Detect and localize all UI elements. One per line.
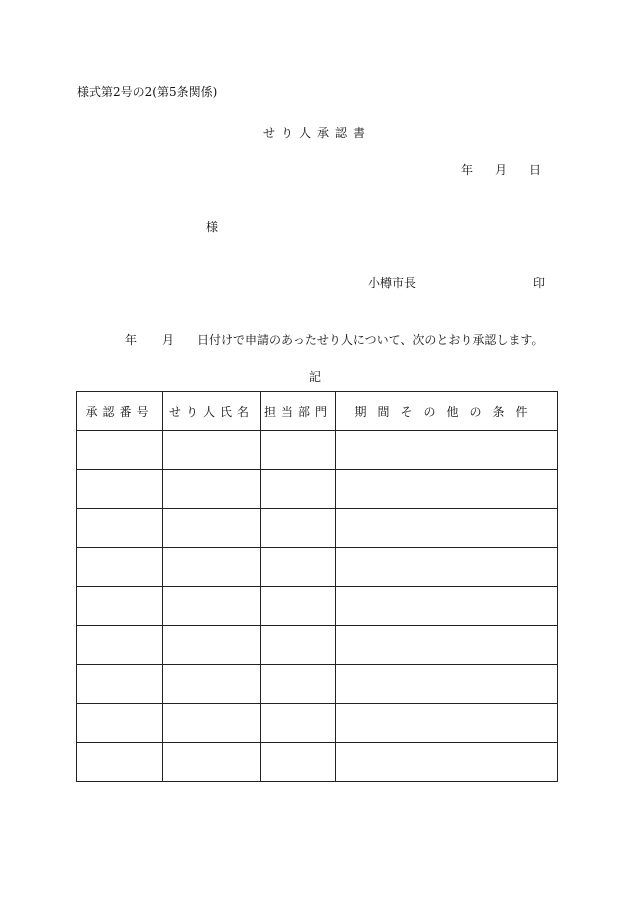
cell-auctioneer-name (163, 470, 261, 509)
table-row (77, 431, 558, 470)
ki-heading: 記 (308, 370, 321, 384)
cell-auctioneer-name (163, 743, 261, 782)
statement-text: 日付けで申請のあったせり人について、次のとおり承認します。 (197, 333, 544, 347)
cell-department (261, 665, 336, 704)
cell-department (261, 704, 336, 743)
date-line (461, 161, 541, 178)
statement-month-label: 月 (162, 333, 175, 347)
issuer-name: 小樽市長 (368, 276, 417, 290)
table-header-row (77, 392, 558, 431)
date-month-label: 月 (495, 163, 508, 177)
cell-period-conditions (336, 704, 558, 743)
table-row (77, 704, 558, 743)
cell-department (261, 548, 336, 587)
table-row (77, 665, 558, 704)
cell-auctioneer-name (163, 587, 261, 626)
seal-mark: 印 (533, 276, 546, 290)
cell-period-conditions (336, 431, 558, 470)
cell-auctioneer-name (163, 626, 261, 665)
cell-auctioneer-name (163, 509, 261, 548)
cell-approval-number (77, 470, 163, 509)
cell-approval-number (77, 431, 163, 470)
cell-approval-number (77, 548, 163, 587)
cell-period-conditions (336, 509, 558, 548)
cell-department (261, 587, 336, 626)
form-number: 様式第2号の2(第5条関係) (77, 85, 218, 99)
cell-period-conditions (336, 743, 558, 782)
cell-department (261, 626, 336, 665)
statement-year-label: 年 (125, 333, 138, 347)
table-row (77, 587, 558, 626)
date-day-label: 日 (529, 163, 542, 177)
cell-department (261, 743, 336, 782)
table-row (77, 743, 558, 782)
header-approval-number: 承認番号 (77, 392, 163, 431)
cell-approval-number (77, 626, 163, 665)
cell-period-conditions (336, 626, 558, 665)
cell-auctioneer-name (163, 704, 261, 743)
cell-approval-number (77, 704, 163, 743)
date-year-label: 年 (461, 163, 474, 177)
cell-auctioneer-name (163, 665, 261, 704)
cell-approval-number (77, 587, 163, 626)
approval-statement (125, 331, 543, 348)
table-body (77, 431, 558, 782)
cell-department (261, 509, 336, 548)
cell-period-conditions (336, 548, 558, 587)
cell-period-conditions (336, 587, 558, 626)
table-row (77, 470, 558, 509)
document-title: せり人承認書 (262, 126, 371, 140)
cell-period-conditions (336, 665, 558, 704)
header-period-conditions: 期間その他の条件 (336, 392, 558, 431)
approval-table (76, 391, 558, 782)
cell-approval-number (77, 509, 163, 548)
cell-department (261, 470, 336, 509)
cell-department (261, 431, 336, 470)
header-auctioneer-name: せり人氏名 (163, 392, 261, 431)
addressee-honorific: 様 (206, 220, 219, 234)
cell-auctioneer-name (163, 548, 261, 587)
cell-approval-number (77, 665, 163, 704)
table-row (77, 548, 558, 587)
cell-period-conditions (336, 470, 558, 509)
cell-approval-number (77, 743, 163, 782)
table-row (77, 509, 558, 548)
header-department: 担当部門 (261, 392, 336, 431)
table-row (77, 626, 558, 665)
cell-auctioneer-name (163, 431, 261, 470)
